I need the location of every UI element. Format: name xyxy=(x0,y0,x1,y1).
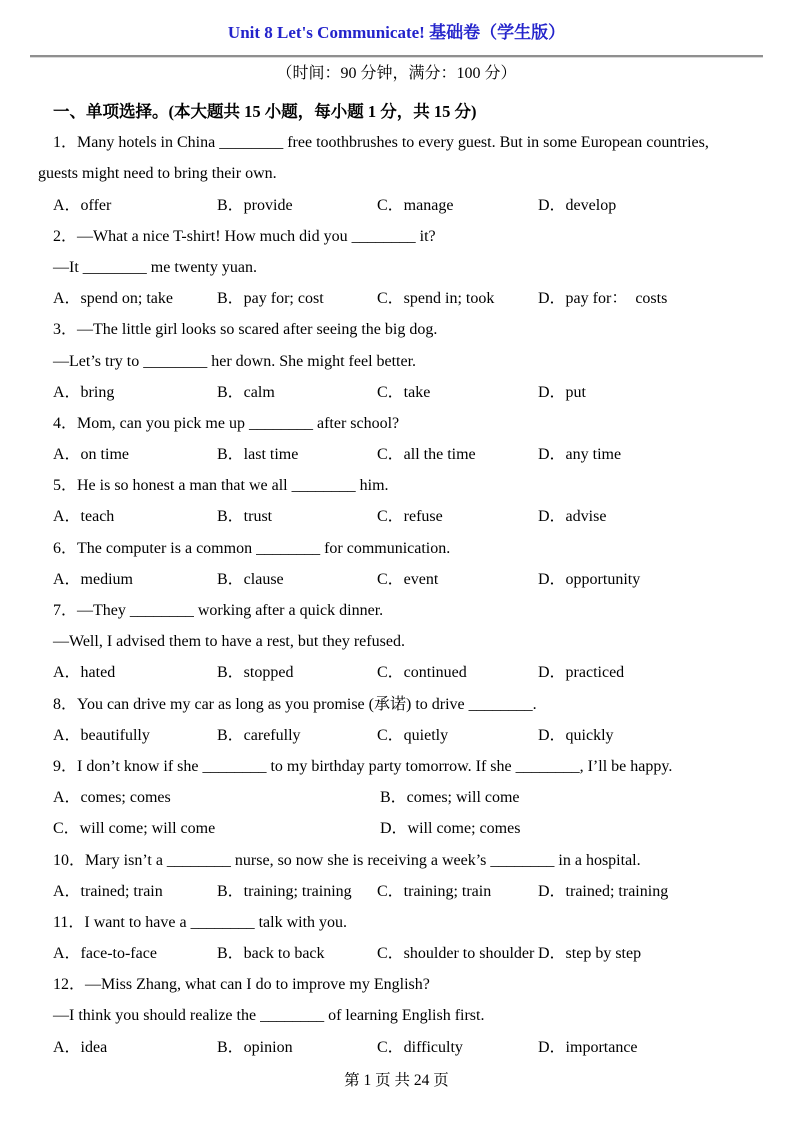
option-d: D．advise xyxy=(538,508,607,526)
question-text-reply: —Well, I advised them to have a rest, but they refused. xyxy=(53,633,405,651)
question-4 xyxy=(38,408,773,470)
option-a: A．spend on; take xyxy=(53,290,173,308)
option-c: C．all the time xyxy=(377,446,476,464)
options-row xyxy=(38,813,773,844)
options-row xyxy=(38,876,773,907)
option-d: D．develop xyxy=(538,196,617,214)
options-row xyxy=(38,938,773,969)
question-8 xyxy=(38,689,773,751)
option-b: B．provide xyxy=(217,196,293,214)
option-c: C．take xyxy=(377,383,431,401)
option-b: B．last time xyxy=(217,446,299,464)
option-d: D．trained; training xyxy=(538,882,669,900)
option-c: C．training; train xyxy=(377,882,492,900)
question-text: 8．You can drive my car as long as you promise (承诺) to drive ________. xyxy=(53,695,537,713)
question-text: 9．I don’t know if she ________ to my birthday party tomorrow. If she ________, I’ll be happy. xyxy=(53,757,673,775)
option-c: C．difficulty xyxy=(377,1038,463,1056)
option-b: B．trust xyxy=(217,508,273,526)
option-a: A．teach xyxy=(53,508,115,526)
option-d: D．any time xyxy=(538,446,622,464)
option-d: D．step by step xyxy=(538,945,642,963)
question-text: 3．—The little girl looks so scared after seeing the big dog. xyxy=(53,321,438,339)
option-a: A．hated xyxy=(53,664,116,682)
question-text: 12．—Miss Zhang, what can I do to improve my English? xyxy=(53,976,430,994)
options-row xyxy=(38,1032,773,1063)
option-c: C．continued xyxy=(377,664,467,682)
options-row xyxy=(38,720,773,751)
option-a: A．comes; comes xyxy=(53,789,171,807)
section-heading: 一、单项选择。(本大题共 15 小题，每小题 1 分，共 15 分) xyxy=(53,102,477,121)
page-footer: 第 1 页 共 24 页 xyxy=(344,1072,449,1089)
option-c: C．event xyxy=(377,570,439,588)
option-c: C．manage xyxy=(377,196,454,214)
question-10 xyxy=(38,845,773,907)
option-a: A．face-to-face xyxy=(53,945,157,963)
question-text-reply: —It ________ me twenty yuan. xyxy=(53,258,257,276)
option-d: D．pay for： costs xyxy=(538,290,668,308)
option-c: C．shoulder to shoulder xyxy=(377,945,535,963)
question-text: 11．I want to have a ________ talk with you. xyxy=(53,913,348,931)
option-a: A．trained; train xyxy=(53,882,163,900)
question-6 xyxy=(38,533,773,595)
options-row xyxy=(38,657,773,688)
question-1 xyxy=(38,127,773,221)
option-a: A．offer xyxy=(53,196,112,214)
option-d: D．will come; comes xyxy=(380,820,521,838)
question-text: 6．The computer is a common ________ for communication. xyxy=(53,539,451,557)
options-row xyxy=(38,439,773,470)
question-text: 5．He is so honest a man that we all ________ him. xyxy=(53,477,389,495)
option-a: A．medium xyxy=(53,570,133,588)
options-row xyxy=(38,564,773,595)
options-row xyxy=(38,283,773,314)
question-text-reply: —I think you should realize the ________ of learning English first. xyxy=(53,1007,485,1025)
question-text: 2．—What a nice T-shirt! How much did you ________ it? xyxy=(53,227,436,245)
question-2 xyxy=(38,221,773,315)
question-9 xyxy=(38,751,773,845)
option-a: A．idea xyxy=(53,1038,108,1056)
option-b: B．calm xyxy=(217,383,275,401)
question-12 xyxy=(38,969,773,1063)
question-text-reply: —Let’s try to ________ her down. She might feel better. xyxy=(53,352,417,370)
question-text: 1．Many hotels in China ________ free toothbrushes to every guest. But in some European countries, xyxy=(53,134,709,152)
option-d: D．practiced xyxy=(538,664,625,682)
question-7 xyxy=(38,595,773,689)
options-row xyxy=(38,501,773,532)
option-d: D．importance xyxy=(538,1038,638,1056)
option-d: D．put xyxy=(538,383,587,401)
options-row xyxy=(38,377,773,408)
option-a: A．beautifully xyxy=(53,726,150,744)
option-b: B．back to back xyxy=(217,945,325,963)
option-a: A．bring xyxy=(53,383,115,401)
options-row xyxy=(38,782,773,813)
question-5 xyxy=(38,470,773,532)
content xyxy=(38,96,773,1063)
option-b: B．training; training xyxy=(217,882,352,900)
question-text: 4．Mom, can you pick me up ________ after school? xyxy=(53,414,400,432)
option-b: B．pay for; cost xyxy=(217,290,324,308)
question-3 xyxy=(38,314,773,408)
question-11 xyxy=(38,907,773,969)
option-b: B．clause xyxy=(217,570,284,588)
option-d: D．quickly xyxy=(538,726,614,744)
option-c: C．spend in; took xyxy=(377,290,495,308)
option-d: D．opportunity xyxy=(538,570,641,588)
option-b: B．comes; will come xyxy=(380,789,520,807)
page-title: Unit 8 Let's Communicate! 基础卷（学生版） xyxy=(227,23,566,42)
options-row xyxy=(38,190,773,221)
option-c: C．quietly xyxy=(377,726,449,744)
question-text-wrap: guests might need to bring their own. xyxy=(38,165,277,183)
option-b: B．stopped xyxy=(217,664,294,682)
option-b: B．carefully xyxy=(217,726,301,744)
question-text: 10．Mary isn’t a ________ nurse, so now she is receiving a week’s ________ in a hospital. xyxy=(53,851,641,869)
option-b: B．opinion xyxy=(217,1038,293,1056)
divider xyxy=(30,55,763,58)
option-c: C．refuse xyxy=(377,508,443,526)
option-a: A．on time xyxy=(53,446,129,464)
option-c: C．will come; will come xyxy=(53,820,216,838)
question-text: 7．—They ________ working after a quick dinner. xyxy=(53,602,384,619)
info-line: （时间：90 分钟，满分：100 分） xyxy=(276,65,517,82)
